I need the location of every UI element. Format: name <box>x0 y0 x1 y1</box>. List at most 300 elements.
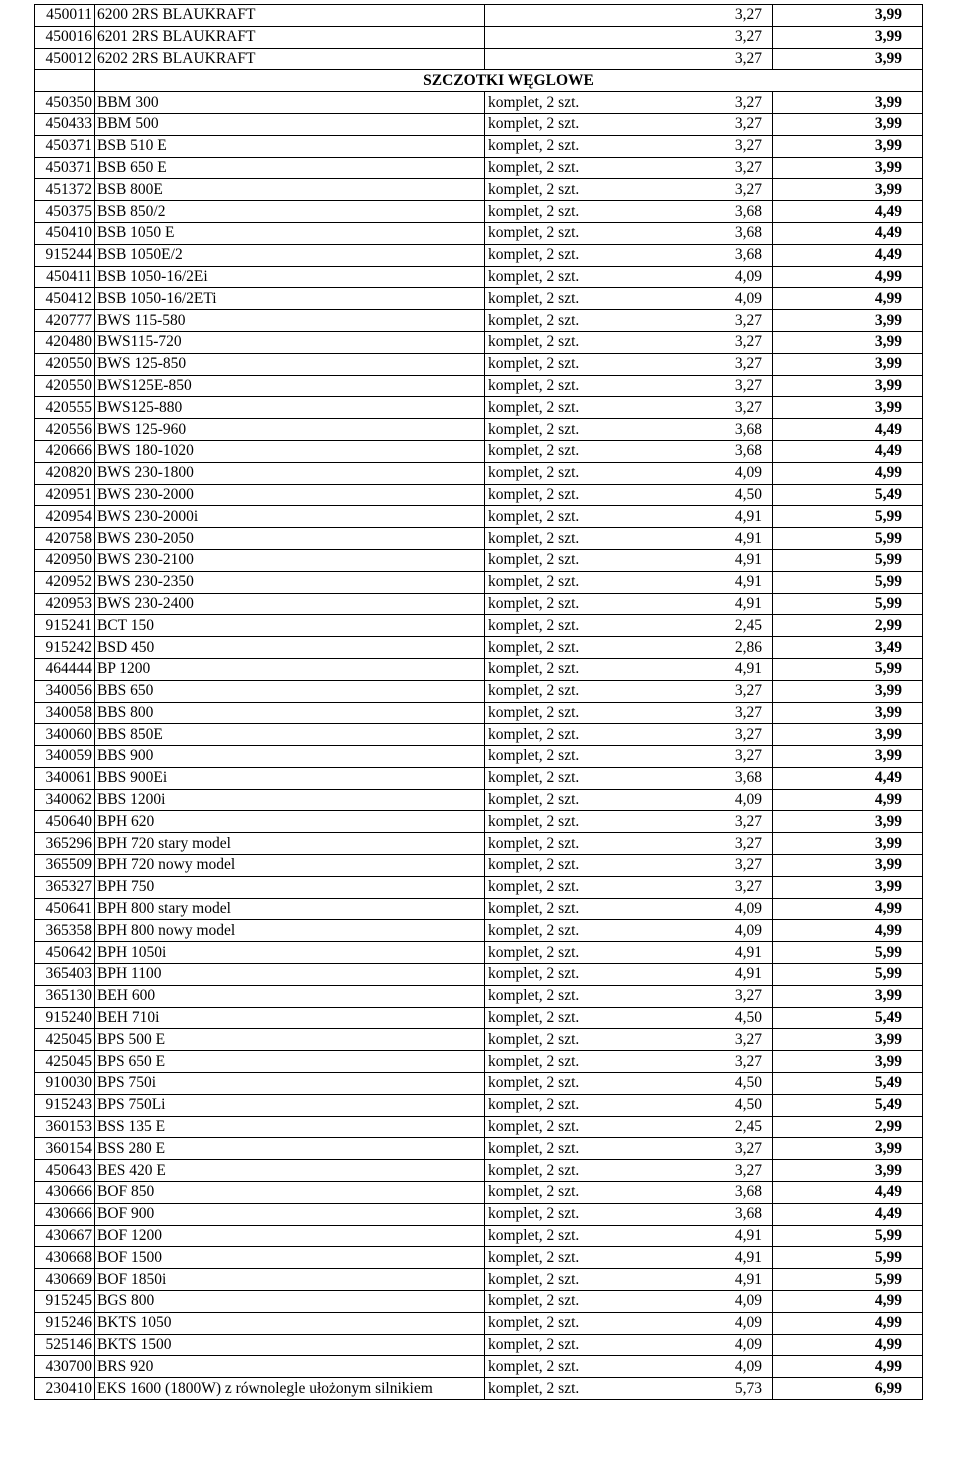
product-code: 420480 <box>35 331 95 353</box>
unit-description: komplet, 2 szt. <box>485 506 625 528</box>
unit-description: komplet, 2 szt. <box>485 331 625 353</box>
product-name: BWS 230-2000i <box>95 506 485 528</box>
net-price: 2,86 <box>625 637 773 659</box>
unit-description: komplet, 2 szt. <box>485 1356 625 1378</box>
product-code: 450433 <box>35 113 95 135</box>
net-price: 3,27 <box>625 1029 773 1051</box>
gross-price: 3,99 <box>773 1160 923 1182</box>
net-price: 4,50 <box>625 1073 773 1095</box>
net-price: 3,27 <box>625 375 773 397</box>
unit-description: komplet, 2 szt. <box>485 1094 625 1116</box>
table-row <box>35 724 923 746</box>
table-row <box>35 201 923 223</box>
unit-description <box>485 5 625 27</box>
product-name: BSB 850/2 <box>95 201 485 223</box>
net-price: 4,91 <box>625 1247 773 1269</box>
product-name: BBS 900Ei <box>95 767 485 789</box>
product-code: 425045 <box>35 1029 95 1051</box>
gross-price: 4,49 <box>773 440 923 462</box>
product-code: 340059 <box>35 746 95 768</box>
product-name: BPH 750 <box>95 876 485 898</box>
price-table-body <box>35 5 923 1400</box>
product-code: 915241 <box>35 615 95 637</box>
gross-price: 4,99 <box>773 1334 923 1356</box>
product-name: BWS125E-850 <box>95 375 485 397</box>
table-row <box>35 1225 923 1247</box>
product-code: 340056 <box>35 680 95 702</box>
table-row <box>35 48 923 70</box>
gross-price: 4,99 <box>773 920 923 942</box>
table-row <box>35 898 923 920</box>
product-name: BWS 115-580 <box>95 310 485 332</box>
product-code: 450016 <box>35 26 95 48</box>
unit-description: komplet, 2 szt. <box>485 1291 625 1313</box>
net-price: 5,73 <box>625 1378 773 1400</box>
product-name: BSB 650 E <box>95 157 485 179</box>
unit-description: komplet, 2 szt. <box>485 397 625 419</box>
gross-price: 3,99 <box>773 1029 923 1051</box>
unit-description: komplet, 2 szt. <box>485 637 625 659</box>
gross-price: 2,99 <box>773 615 923 637</box>
section-row <box>35 70 923 92</box>
net-price: 4,91 <box>625 964 773 986</box>
net-price: 4,09 <box>625 920 773 942</box>
product-code: 420777 <box>35 310 95 332</box>
product-code: 420952 <box>35 571 95 593</box>
table-row <box>35 375 923 397</box>
unit-description: komplet, 2 szt. <box>485 375 625 397</box>
product-code: 450642 <box>35 942 95 964</box>
product-name: BGS 800 <box>95 1291 485 1313</box>
product-code: 910030 <box>35 1073 95 1095</box>
gross-price: 4,49 <box>773 1182 923 1204</box>
gross-price: 3,99 <box>773 26 923 48</box>
gross-price: 5,99 <box>773 1269 923 1291</box>
gross-price: 4,49 <box>773 244 923 266</box>
product-code: 420666 <box>35 440 95 462</box>
table-row <box>35 506 923 528</box>
net-price: 3,68 <box>625 244 773 266</box>
gross-price: 3,99 <box>773 397 923 419</box>
product-code: 420556 <box>35 419 95 441</box>
product-code: 365358 <box>35 920 95 942</box>
table-row <box>35 1182 923 1204</box>
product-code: 420950 <box>35 549 95 571</box>
table-row <box>35 1291 923 1313</box>
unit-description: komplet, 2 szt. <box>485 789 625 811</box>
gross-price: 5,49 <box>773 484 923 506</box>
table-row <box>35 1073 923 1095</box>
gross-price: 3,99 <box>773 157 923 179</box>
gross-price: 5,99 <box>773 964 923 986</box>
table-row <box>35 310 923 332</box>
product-code: 365130 <box>35 985 95 1007</box>
net-price: 4,91 <box>625 528 773 550</box>
product-name: BWS 230-2000 <box>95 484 485 506</box>
net-price: 3,27 <box>625 157 773 179</box>
unit-description <box>485 26 625 48</box>
gross-price: 3,99 <box>773 353 923 375</box>
unit-description: komplet, 2 szt. <box>485 876 625 898</box>
table-row <box>35 1269 923 1291</box>
product-name: BWS115-720 <box>95 331 485 353</box>
product-code: 340060 <box>35 724 95 746</box>
net-price: 4,09 <box>625 266 773 288</box>
product-name: BOF 900 <box>95 1203 485 1225</box>
unit-description: komplet, 2 szt. <box>485 855 625 877</box>
product-name: 6200 2RS BLAUKRAFT <box>95 5 485 27</box>
product-name: BSB 800E <box>95 179 485 201</box>
product-name: BBS 1200i <box>95 789 485 811</box>
table-row <box>35 397 923 419</box>
product-code: 420758 <box>35 528 95 550</box>
net-price: 3,68 <box>625 222 773 244</box>
unit-description: komplet, 2 szt. <box>485 1334 625 1356</box>
product-code: 365327 <box>35 876 95 898</box>
gross-price: 3,49 <box>773 637 923 659</box>
gross-price: 4,49 <box>773 1203 923 1225</box>
net-price: 3,27 <box>625 331 773 353</box>
product-name: BWS 230-2050 <box>95 528 485 550</box>
table-row <box>35 92 923 114</box>
product-name: BPH 1100 <box>95 964 485 986</box>
unit-description: komplet, 2 szt. <box>485 942 625 964</box>
gross-price: 4,99 <box>773 266 923 288</box>
product-code: 450012 <box>35 48 95 70</box>
unit-description: komplet, 2 szt. <box>485 680 625 702</box>
product-name: EKS 1600 (1800W) z równolegle ułożonym silnikiem <box>95 1378 485 1400</box>
gross-price: 4,99 <box>773 462 923 484</box>
product-code: 450641 <box>35 898 95 920</box>
product-code: 365403 <box>35 964 95 986</box>
gross-price: 3,99 <box>773 92 923 114</box>
net-price: 3,27 <box>625 1051 773 1073</box>
net-price: 4,50 <box>625 1094 773 1116</box>
product-name: BBS 650 <box>95 680 485 702</box>
unit-description: komplet, 2 szt. <box>485 1247 625 1269</box>
net-price: 3,27 <box>625 397 773 419</box>
gross-price: 3,99 <box>773 1051 923 1073</box>
product-code: 360154 <box>35 1138 95 1160</box>
product-name: BCT 150 <box>95 615 485 637</box>
gross-price: 4,49 <box>773 767 923 789</box>
product-code: 450011 <box>35 5 95 27</box>
net-price: 3,27 <box>625 833 773 855</box>
product-code: 915243 <box>35 1094 95 1116</box>
unit-description: komplet, 2 szt. <box>485 157 625 179</box>
gross-price: 3,99 <box>773 135 923 157</box>
gross-price: 5,99 <box>773 1225 923 1247</box>
net-price: 4,91 <box>625 1225 773 1247</box>
unit-description <box>485 48 625 70</box>
price-list-sheet <box>34 4 922 1400</box>
gross-price: 5,99 <box>773 658 923 680</box>
gross-price: 4,49 <box>773 201 923 223</box>
table-row <box>35 135 923 157</box>
table-row <box>35 571 923 593</box>
product-name: BPH 1050i <box>95 942 485 964</box>
table-row <box>35 658 923 680</box>
table-row <box>35 288 923 310</box>
net-price: 3,27 <box>625 135 773 157</box>
product-code: 340062 <box>35 789 95 811</box>
price-table <box>34 4 923 1400</box>
product-code: 450643 <box>35 1160 95 1182</box>
product-code: 430700 <box>35 1356 95 1378</box>
net-price: 3,27 <box>625 985 773 1007</box>
product-name: BPS 750Li <box>95 1094 485 1116</box>
unit-description: komplet, 2 szt. <box>485 528 625 550</box>
gross-price: 3,99 <box>773 310 923 332</box>
gross-price: 3,99 <box>773 113 923 135</box>
unit-description: komplet, 2 szt. <box>485 310 625 332</box>
gross-price: 3,99 <box>773 375 923 397</box>
table-row <box>35 920 923 942</box>
table-row <box>35 746 923 768</box>
net-price: 4,91 <box>625 658 773 680</box>
product-code: 425045 <box>35 1051 95 1073</box>
table-row <box>35 1247 923 1269</box>
product-code: 420555 <box>35 397 95 419</box>
net-price: 4,91 <box>625 1269 773 1291</box>
product-name: BKTS 1050 <box>95 1312 485 1334</box>
product-code: 420550 <box>35 375 95 397</box>
table-row <box>35 419 923 441</box>
gross-price: 4,49 <box>773 419 923 441</box>
product-name: BBS 850E <box>95 724 485 746</box>
table-row <box>35 855 923 877</box>
unit-description: komplet, 2 szt. <box>485 1160 625 1182</box>
net-price: 3,68 <box>625 419 773 441</box>
unit-description: komplet, 2 szt. <box>485 1269 625 1291</box>
net-price: 3,27 <box>625 353 773 375</box>
net-price: 3,27 <box>625 702 773 724</box>
product-code: 450371 <box>35 135 95 157</box>
product-name: BWS 230-2350 <box>95 571 485 593</box>
table-row <box>35 353 923 375</box>
unit-description: komplet, 2 szt. <box>485 593 625 615</box>
product-name: BPS 500 E <box>95 1029 485 1051</box>
net-price: 4,09 <box>625 462 773 484</box>
table-row <box>35 1094 923 1116</box>
net-price: 4,50 <box>625 1007 773 1029</box>
gross-price: 5,99 <box>773 571 923 593</box>
table-row <box>35 1312 923 1334</box>
product-name: 6202 2RS BLAUKRAFT <box>95 48 485 70</box>
table-row <box>35 593 923 615</box>
product-name: BBS 900 <box>95 746 485 768</box>
table-row <box>35 833 923 855</box>
product-name: BSS 280 E <box>95 1138 485 1160</box>
unit-description: komplet, 2 szt. <box>485 724 625 746</box>
gross-price: 3,99 <box>773 746 923 768</box>
product-name: BWS125-880 <box>95 397 485 419</box>
unit-description: komplet, 2 szt. <box>485 746 625 768</box>
unit-description: komplet, 2 szt. <box>485 964 625 986</box>
net-price: 4,91 <box>625 571 773 593</box>
product-name: BBM 500 <box>95 113 485 135</box>
net-price: 3,27 <box>625 310 773 332</box>
unit-description: komplet, 2 szt. <box>485 985 625 1007</box>
table-row <box>35 1007 923 1029</box>
product-name: BWS 230-2100 <box>95 549 485 571</box>
unit-description: komplet, 2 szt. <box>485 920 625 942</box>
gross-price: 3,99 <box>773 48 923 70</box>
gross-price: 4,99 <box>773 1291 923 1313</box>
product-code: 450411 <box>35 266 95 288</box>
product-name: BWS 180-1020 <box>95 440 485 462</box>
table-row <box>35 440 923 462</box>
net-price: 3,68 <box>625 767 773 789</box>
unit-description: komplet, 2 szt. <box>485 549 625 571</box>
unit-description: komplet, 2 szt. <box>485 419 625 441</box>
product-code: 430667 <box>35 1225 95 1247</box>
table-row <box>35 615 923 637</box>
product-name: BSB 1050-16/2ETi <box>95 288 485 310</box>
product-code: 430668 <box>35 1247 95 1269</box>
unit-description: komplet, 2 szt. <box>485 135 625 157</box>
net-price: 3,68 <box>625 1203 773 1225</box>
net-price: 4,09 <box>625 1312 773 1334</box>
table-row <box>35 1138 923 1160</box>
product-code: 450350 <box>35 92 95 114</box>
gross-price: 4,99 <box>773 1356 923 1378</box>
product-code: 420820 <box>35 462 95 484</box>
unit-description: komplet, 2 szt. <box>485 353 625 375</box>
unit-description: komplet, 2 szt. <box>485 1312 625 1334</box>
gross-price: 5,49 <box>773 1007 923 1029</box>
product-name: BKTS 1500 <box>95 1334 485 1356</box>
table-row <box>35 484 923 506</box>
product-code: 340061 <box>35 767 95 789</box>
unit-description: komplet, 2 szt. <box>485 1378 625 1400</box>
net-price: 3,27 <box>625 179 773 201</box>
net-price: 3,27 <box>625 746 773 768</box>
unit-description: komplet, 2 szt. <box>485 440 625 462</box>
product-code: 915242 <box>35 637 95 659</box>
gross-price: 3,99 <box>773 680 923 702</box>
unit-description: komplet, 2 szt. <box>485 615 625 637</box>
unit-description: komplet, 2 szt. <box>485 1073 625 1095</box>
product-name: BWS 230-2400 <box>95 593 485 615</box>
gross-price: 4,49 <box>773 222 923 244</box>
net-price: 3,27 <box>625 876 773 898</box>
table-row <box>35 876 923 898</box>
table-row <box>35 1203 923 1225</box>
net-price: 3,27 <box>625 92 773 114</box>
product-name: BSD 450 <box>95 637 485 659</box>
unit-description: komplet, 2 szt. <box>485 266 625 288</box>
product-name: 6201 2RS BLAUKRAFT <box>95 26 485 48</box>
product-name: BPS 650 E <box>95 1051 485 1073</box>
table-row <box>35 811 923 833</box>
product-name: BES 420 E <box>95 1160 485 1182</box>
gross-price: 5,99 <box>773 1247 923 1269</box>
product-code: 365509 <box>35 855 95 877</box>
table-row <box>35 680 923 702</box>
net-price: 3,27 <box>625 855 773 877</box>
product-name: BSB 1050 E <box>95 222 485 244</box>
table-row <box>35 244 923 266</box>
unit-description: komplet, 2 szt. <box>485 92 625 114</box>
gross-price: 5,99 <box>773 549 923 571</box>
net-price: 3,27 <box>625 113 773 135</box>
product-code: 915244 <box>35 244 95 266</box>
table-row <box>35 789 923 811</box>
net-price: 4,91 <box>625 593 773 615</box>
net-price: 4,09 <box>625 1356 773 1378</box>
table-row <box>35 767 923 789</box>
product-code: 430666 <box>35 1182 95 1204</box>
product-name: BWS 125-850 <box>95 353 485 375</box>
gross-price: 3,99 <box>773 855 923 877</box>
unit-description: komplet, 2 szt. <box>485 222 625 244</box>
unit-description: komplet, 2 szt. <box>485 767 625 789</box>
unit-description: komplet, 2 szt. <box>485 288 625 310</box>
net-price: 4,09 <box>625 898 773 920</box>
gross-price: 3,99 <box>773 811 923 833</box>
product-name: BOF 1850i <box>95 1269 485 1291</box>
net-price: 2,45 <box>625 615 773 637</box>
unit-description: komplet, 2 szt. <box>485 658 625 680</box>
unit-description: komplet, 2 szt. <box>485 702 625 724</box>
gross-price: 3,99 <box>773 724 923 746</box>
unit-description: komplet, 2 szt. <box>485 1007 625 1029</box>
gross-price: 3,99 <box>773 702 923 724</box>
table-row <box>35 964 923 986</box>
table-row <box>35 113 923 135</box>
unit-description: komplet, 2 szt. <box>485 484 625 506</box>
net-price: 3,27 <box>625 724 773 746</box>
net-price: 3,27 <box>625 5 773 27</box>
table-row <box>35 1116 923 1138</box>
net-price: 4,09 <box>625 1334 773 1356</box>
unit-description: komplet, 2 szt. <box>485 244 625 266</box>
product-code: 365296 <box>35 833 95 855</box>
product-code: 525146 <box>35 1334 95 1356</box>
table-row <box>35 1378 923 1400</box>
product-code: 450412 <box>35 288 95 310</box>
product-code: 450375 <box>35 201 95 223</box>
unit-description: komplet, 2 szt. <box>485 571 625 593</box>
net-price: 3,27 <box>625 680 773 702</box>
product-name: BPH 720 nowy model <box>95 855 485 877</box>
product-code: 450371 <box>35 157 95 179</box>
product-name: BPH 720 stary model <box>95 833 485 855</box>
net-price: 4,09 <box>625 288 773 310</box>
product-code: 340058 <box>35 702 95 724</box>
table-row <box>35 637 923 659</box>
product-code: 430669 <box>35 1269 95 1291</box>
net-price: 4,91 <box>625 549 773 571</box>
gross-price: 2,99 <box>773 1116 923 1138</box>
unit-description: komplet, 2 szt. <box>485 1029 625 1051</box>
unit-description: komplet, 2 szt. <box>485 462 625 484</box>
product-name: BSB 1050E/2 <box>95 244 485 266</box>
net-price: 3,27 <box>625 1160 773 1182</box>
net-price: 4,91 <box>625 506 773 528</box>
product-name: BEH 710i <box>95 1007 485 1029</box>
net-price: 4,91 <box>625 942 773 964</box>
unit-description: komplet, 2 szt. <box>485 1116 625 1138</box>
unit-description: komplet, 2 szt. <box>485 179 625 201</box>
gross-price: 5,99 <box>773 506 923 528</box>
unit-description: komplet, 2 szt. <box>485 811 625 833</box>
gross-price: 3,99 <box>773 1138 923 1160</box>
table-row <box>35 1356 923 1378</box>
gross-price: 4,99 <box>773 1312 923 1334</box>
net-price: 3,27 <box>625 811 773 833</box>
